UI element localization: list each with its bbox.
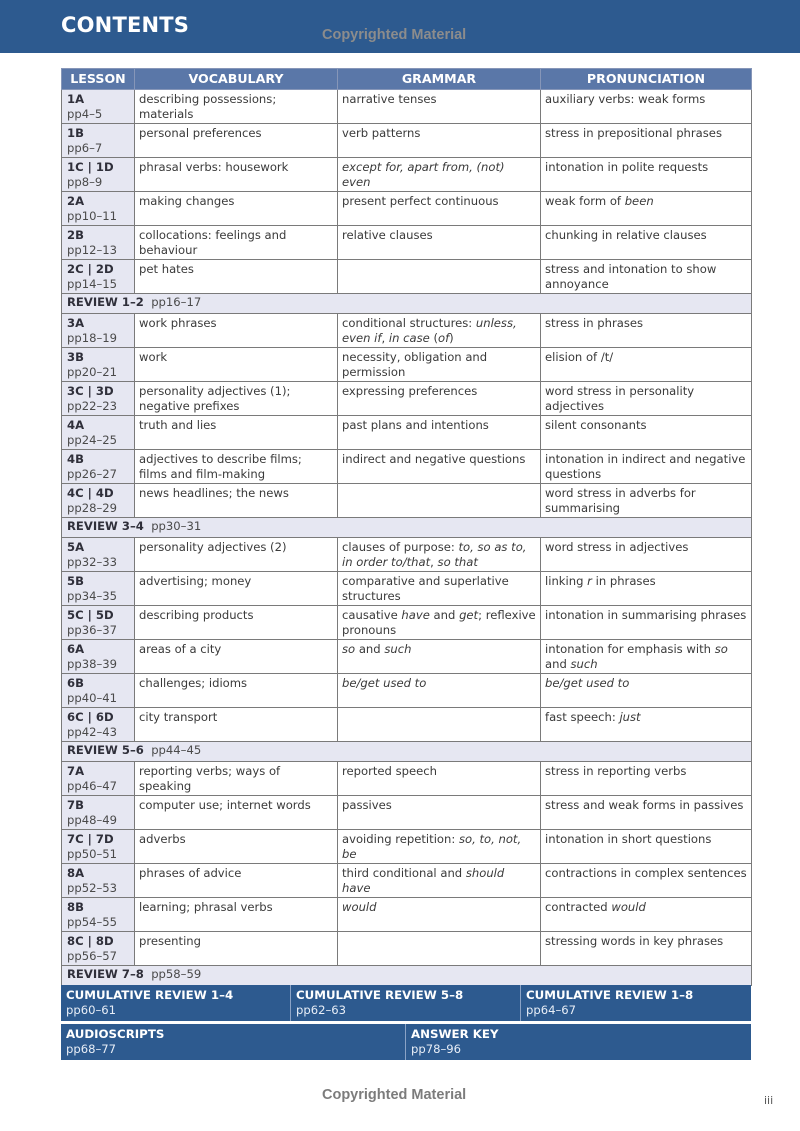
grammar-cell [338,708,541,742]
pronunciation-cell: intonation in short questions [541,830,752,864]
review-cell[interactable] [62,294,752,314]
pronunciation-cell: fast speech: just [541,708,752,742]
column-header-lesson: LESSON [62,69,135,90]
lesson-pages: pp14–15 [67,276,118,291]
lesson-cell[interactable] [62,450,135,484]
page-title: CONTENTS [61,13,190,37]
lesson-code: 3B [67,350,84,364]
lesson-pages: pp6–7 [67,140,103,155]
grammar-cell: would [338,898,541,932]
lesson-pages: pp24–25 [67,432,118,447]
pronunciation-cell: intonation for emphasis with so and such [541,640,752,674]
lesson-pages: pp4–5 [67,106,103,121]
review-row [62,294,752,314]
vocabulary-cell: adverbs [135,830,338,864]
lesson-row [62,450,752,484]
grammar-cell [338,932,541,966]
lesson-row [62,382,752,416]
lesson-row [62,606,752,640]
vocabulary-cell: presenting [135,932,338,966]
lesson-code: 2A [67,194,85,208]
grammar-cell: avoiding repetition: so, to, not, be [338,830,541,864]
pronunciation-cell: stress in phrases [541,314,752,348]
lesson-row [62,484,752,518]
pronunciation-cell: be/get used to [541,674,752,708]
cumulative-label: CUMULATIVE REVIEW 5–8 [296,988,464,1002]
lesson-cell[interactable] [62,348,135,382]
lesson-code: 6A [67,642,85,656]
answer-key-section[interactable] [406,1024,751,1060]
vocabulary-cell: personal preferences [135,124,338,158]
lesson-cell[interactable] [62,538,135,572]
lesson-pages: pp12–13 [67,242,118,257]
lesson-pages: pp26–27 [67,466,118,481]
grammar-cell: present perfect continuous [338,192,541,226]
pronunciation-cell: intonation in indirect and negative questions [541,450,752,484]
vocabulary-cell: phrases of advice [135,864,338,898]
pronunciation-cell: stress in reporting verbs [541,762,752,796]
review-label: REVIEW 7–8 [67,967,144,981]
lesson-code: 7C | 7D [67,832,114,846]
vocabulary-cell: news headlines; the news [135,484,338,518]
review-pages: pp44–45 [151,743,202,757]
lesson-code: 1C | 1D [67,160,114,174]
grammar-cell: comparative and superlative structures [338,572,541,606]
lesson-cell[interactable] [62,762,135,796]
cumulative-review-1-8[interactable] [521,985,751,1021]
grammar-cell: past plans and intentions [338,416,541,450]
lesson-code: 4B [67,452,84,466]
pronunciation-cell: stress and intonation to show annoyance [541,260,752,294]
lesson-code: 2B [67,228,84,242]
grammar-cell: reported speech [338,762,541,796]
review-cell[interactable] [62,966,752,986]
cumulative-pages: pp64–67 [526,1003,577,1017]
lesson-pages: pp56–57 [67,948,118,963]
lesson-cell[interactable] [62,260,135,294]
table-header-row [62,69,752,90]
vocabulary-cell: truth and lies [135,416,338,450]
lesson-pages: pp36–37 [67,622,118,637]
lesson-pages: pp48–49 [67,812,118,827]
vocabulary-cell: areas of a city [135,640,338,674]
vocabulary-cell: pet hates [135,260,338,294]
review-pages: pp58–59 [151,967,202,981]
pronunciation-cell: word stress in adjectives [541,538,752,572]
extras-bar [61,1024,751,1060]
vocabulary-cell: work phrases [135,314,338,348]
lesson-code: 8B [67,900,84,914]
lesson-row [62,158,752,192]
pronunciation-cell: stress and weak forms in passives [541,796,752,830]
lesson-pages: pp50–51 [67,846,118,861]
lesson-row [62,796,752,830]
lesson-pages: pp32–33 [67,554,118,569]
vocabulary-cell: collocations: feelings and behaviour [135,226,338,260]
lesson-code: 2C | 2D [67,262,114,276]
header-bar [0,0,800,53]
pronunciation-cell: intonation in polite requests [541,158,752,192]
vocabulary-cell: reporting verbs; ways of speaking [135,762,338,796]
contents-table [61,68,752,986]
grammar-cell: narrative tenses [338,90,541,124]
vocabulary-cell: learning; phrasal verbs [135,898,338,932]
lesson-cell[interactable] [62,796,135,830]
pronunciation-cell: linking r in phrases [541,572,752,606]
pronunciation-cell: contractions in complex sentences [541,864,752,898]
lesson-pages: pp20–21 [67,364,118,379]
review-cell[interactable] [62,742,752,762]
grammar-cell: except for, apart from, (not) even [338,158,541,192]
cumulative-pages: pp62–63 [296,1003,347,1017]
table-body [62,90,752,986]
lesson-cell[interactable] [62,226,135,260]
lesson-code: 8A [67,866,85,880]
vocabulary-cell: advertising; money [135,572,338,606]
lesson-code: 7A [67,764,85,778]
lesson-pages: pp28–29 [67,500,118,515]
lesson-code: 5B [67,574,84,588]
lesson-code: 6B [67,676,84,690]
lesson-code: 5C | 5D [67,608,114,622]
lesson-code: 3C | 3D [67,384,114,398]
grammar-cell: causative have and get; reflexive pronouns [338,606,541,640]
review-label: REVIEW 5–6 [67,743,144,757]
lesson-cell[interactable] [62,124,135,158]
lesson-cell[interactable] [62,484,135,518]
column-header-pronunciation: PRONUNCIATION [541,69,752,90]
vocabulary-cell: challenges; idioms [135,674,338,708]
column-header-grammar: GRAMMAR [338,69,541,90]
lesson-row [62,932,752,966]
vocabulary-cell: adjectives to describe films; films and film-making [135,450,338,484]
lesson-row [62,124,752,158]
lesson-row [62,226,752,260]
lesson-code: 5A [67,540,85,554]
lesson-cell[interactable] [62,382,135,416]
lesson-code: 4A [67,418,85,432]
pronunciation-cell: word stress in adverbs for summarising [541,484,752,518]
lesson-pages: pp34–35 [67,588,118,603]
pronunciation-cell: stress in prepositional phrases [541,124,752,158]
grammar-cell: relative clauses [338,226,541,260]
lesson-cell[interactable] [62,932,135,966]
pronunciation-cell: weak form of been [541,192,752,226]
watermark-bottom: Copyrighted Material [322,1087,467,1103]
vocabulary-cell: personality adjectives (2) [135,538,338,572]
pronunciation-cell: stressing words in key phrases [541,932,752,966]
pronunciation-cell: contracted would [541,898,752,932]
grammar-cell: expressing preferences [338,382,541,416]
lesson-row [62,898,752,932]
grammar-cell: verb patterns [338,124,541,158]
page-number: iii [764,1094,774,1107]
lesson-code: 4C | 4D [67,486,114,500]
pronunciation-cell: intonation in summarising phrases [541,606,752,640]
grammar-cell: conditional structures: unless, even if, in case (of) [338,314,541,348]
lesson-row [62,674,752,708]
grammar-cell [338,260,541,294]
review-label: REVIEW 3–4 [67,519,144,533]
lesson-code: 3A [67,316,85,330]
grammar-cell: clauses of purpose: to, so as to, in order to/that, so that [338,538,541,572]
cumulative-pages: pp60–61 [66,1003,117,1017]
lesson-cell[interactable] [62,572,135,606]
lesson-row [62,260,752,294]
review-cell[interactable] [62,518,752,538]
audioscripts-section[interactable] [61,1024,406,1060]
extras-label: AUDIOSCRIPTS [66,1027,165,1041]
grammar-cell: third conditional and should have [338,864,541,898]
lesson-row [62,830,752,864]
lesson-pages: pp8–9 [67,174,103,189]
vocabulary-cell: describing possessions; materials [135,90,338,124]
lesson-pages: pp52–53 [67,880,118,895]
review-row [62,742,752,762]
lesson-cell[interactable] [62,314,135,348]
lesson-row [62,192,752,226]
extras-pages: pp78–96 [411,1042,462,1056]
lesson-code: 7B [67,798,84,812]
lesson-pages: pp46–47 [67,778,118,793]
lesson-row [62,314,752,348]
vocabulary-cell: work [135,348,338,382]
lesson-pages: pp10–11 [67,208,118,223]
grammar-cell: passives [338,796,541,830]
vocabulary-cell: city transport [135,708,338,742]
lesson-cell[interactable] [62,90,135,124]
grammar-cell [338,484,541,518]
review-label: REVIEW 1–2 [67,295,144,309]
pronunciation-cell: elision of /t/ [541,348,752,382]
pronunciation-cell: chunking in relative clauses [541,226,752,260]
lesson-row [62,762,752,796]
extras-pages: pp68–77 [66,1042,117,1056]
review-pages: pp30–31 [151,519,202,533]
lesson-row [62,864,752,898]
lesson-row [62,348,752,382]
pronunciation-cell: silent consonants [541,416,752,450]
lesson-row [62,708,752,742]
lesson-cell[interactable] [62,640,135,674]
lesson-row [62,640,752,674]
lesson-row [62,416,752,450]
extras-label: ANSWER KEY [411,1027,499,1041]
vocabulary-cell: describing products [135,606,338,640]
cumulative-review-5-8[interactable] [291,985,521,1021]
lesson-cell[interactable] [62,192,135,226]
cumulative-label: CUMULATIVE REVIEW 1–8 [526,988,694,1002]
cumulative-review-1-4[interactable] [61,985,291,1021]
vocabulary-cell: personality adjectives (1); negative prefixes [135,382,338,416]
lesson-pages: pp42–43 [67,724,118,739]
lesson-code: 1A [67,92,85,106]
lesson-cell[interactable] [62,708,135,742]
watermark-top: Copyrighted Material [322,27,467,43]
vocabulary-cell: computer use; internet words [135,796,338,830]
grammar-cell: be/get used to [338,674,541,708]
lesson-pages: pp40–41 [67,690,118,705]
lesson-row [62,90,752,124]
lesson-row [62,572,752,606]
lesson-cell[interactable] [62,416,135,450]
grammar-cell: necessity, obligation and permission [338,348,541,382]
lesson-code: 6C | 6D [67,710,114,724]
pronunciation-cell: auxiliary verbs: weak forms [541,90,752,124]
review-row [62,518,752,538]
review-pages: pp16–17 [151,295,202,309]
lesson-cell[interactable] [62,864,135,898]
lesson-cell[interactable] [62,158,135,192]
column-header-vocabulary: VOCABULARY [135,69,338,90]
vocabulary-cell: making changes [135,192,338,226]
vocabulary-cell: phrasal verbs: housework [135,158,338,192]
cumulative-review-bar [61,985,751,1021]
lesson-cell[interactable] [62,674,135,708]
lesson-row [62,538,752,572]
grammar-cell: indirect and negative questions [338,450,541,484]
lesson-cell[interactable] [62,898,135,932]
lesson-pages: pp54–55 [67,914,118,929]
lesson-cell[interactable] [62,606,135,640]
lesson-pages: pp38–39 [67,656,118,671]
cumulative-label: CUMULATIVE REVIEW 1–4 [66,988,234,1002]
lesson-code: 8C | 8D [67,934,114,948]
lesson-code: 1B [67,126,84,140]
lesson-cell[interactable] [62,830,135,864]
review-row [62,966,752,986]
lesson-pages: pp22–23 [67,398,118,413]
pronunciation-cell: word stress in personality adjectives [541,382,752,416]
lesson-pages: pp18–19 [67,330,118,345]
grammar-cell: so and such [338,640,541,674]
